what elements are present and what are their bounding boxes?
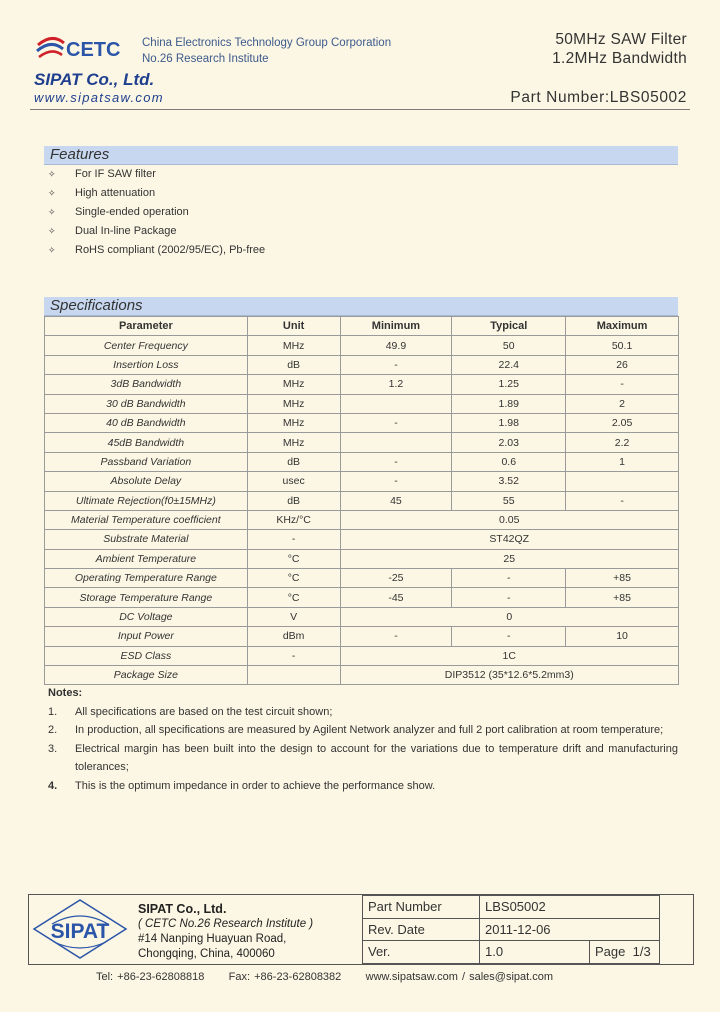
table-row	[45, 549, 679, 568]
value-cell: dB	[247, 355, 340, 374]
value-cell: 2	[566, 394, 679, 413]
table-row	[45, 510, 679, 529]
value-cell: 55	[452, 491, 566, 510]
parameter-cell: Passband Variation	[45, 452, 248, 471]
value-cell: -	[340, 472, 452, 491]
table-row	[45, 646, 679, 665]
column-header: Parameter	[45, 317, 248, 336]
page-cell	[590, 941, 660, 964]
feature-item: ✧ For IF SAW filter	[48, 165, 265, 184]
document-info-table	[362, 895, 660, 964]
value-cell: 2.05	[566, 413, 679, 432]
column-header: Minimum	[340, 317, 452, 336]
value-cell: -	[340, 452, 452, 471]
value-cell: +85	[566, 569, 679, 588]
column-header: Unit	[247, 317, 340, 336]
note-item: 4. This is the optimum impedance in order to achieve the performance show.	[48, 779, 436, 792]
parameter-cell: Center Frequency	[45, 336, 248, 355]
value-cell: -	[452, 627, 566, 646]
value-cell: 49.9	[340, 336, 452, 355]
note-item: 1. All specifications are based on the test circuit shown;	[48, 705, 333, 718]
sipat-logo-text: SIPAT	[50, 920, 110, 943]
table-row	[45, 433, 679, 452]
value-cell: 50	[452, 336, 566, 355]
specifications-table	[44, 316, 679, 685]
value-cell	[340, 394, 452, 413]
parameter-cell: DC Voltage	[45, 607, 248, 626]
value-cell: 25	[340, 549, 678, 568]
note-item: 3. Electrical margin has been built into the design to account for the variations due to temperature drift and manufacturing tolerances;	[48, 742, 678, 774]
value-cell: 22.4	[452, 355, 566, 374]
value-cell: 45	[340, 491, 452, 510]
value-cell: -	[247, 646, 340, 665]
feature-item: ✧ RoHS compliant (2002/95/EC), Pb-free	[48, 241, 265, 260]
value-cell: MHz	[247, 394, 340, 413]
diamond-bullet-icon: ✧	[48, 169, 56, 179]
value-cell: 0.6	[452, 452, 566, 471]
part-number-label: Part Number	[363, 896, 480, 919]
table-row	[45, 530, 679, 549]
value-cell: usec	[247, 472, 340, 491]
value-cell: 2.2	[566, 433, 679, 452]
footer-address-1: #14 Nanping Huayuan Road,	[138, 933, 287, 945]
product-line-1: 50MHz SAW Filter	[555, 31, 687, 48]
parameter-cell: Input Power	[45, 627, 248, 646]
parameter-cell: Absolute Delay	[45, 472, 248, 491]
value-cell: 1.2	[340, 375, 452, 394]
features-section-bar	[44, 146, 678, 165]
version-value: 1.0	[480, 941, 590, 964]
diamond-bullet-icon: ✧	[48, 207, 56, 217]
table-row	[45, 607, 679, 626]
table-header-row	[45, 317, 679, 336]
features-list	[48, 165, 265, 260]
cetc-logo	[34, 31, 134, 65]
part-number-value: LBS05002	[480, 896, 660, 919]
specifications-section-bar	[44, 297, 678, 316]
organization-name	[142, 35, 391, 67]
value-cell: MHz	[247, 433, 340, 452]
value-cell: °C	[247, 588, 340, 607]
value-cell: °C	[247, 549, 340, 568]
contact-line: Tel: +86-23-62808818 Fax: +86-23-62808382 www.sipatsaw.com / sales@sipat.com	[96, 971, 554, 983]
value-cell: dB	[247, 491, 340, 510]
value-cell: 1C	[340, 646, 678, 665]
diamond-bullet-icon: ✧	[48, 245, 56, 255]
value-cell: 1.25	[452, 375, 566, 394]
footer-address-2: Chongqing, China, 400060	[138, 948, 275, 960]
org-line-2: No.26 Research Institute	[142, 53, 269, 65]
feature-item: ✧ High attenuation	[48, 184, 265, 203]
value-cell: -	[566, 375, 679, 394]
value-cell: V	[247, 607, 340, 626]
value-cell: -	[340, 413, 452, 432]
table-row	[45, 452, 679, 471]
value-cell: MHz	[247, 413, 340, 432]
value-cell: dBm	[247, 627, 340, 646]
page-label: Page	[595, 944, 626, 960]
parameter-cell: Substrate Material	[45, 530, 248, 549]
value-cell: °C	[247, 569, 340, 588]
parameter-cell: Storage Temperature Range	[45, 588, 248, 607]
value-cell: -	[452, 569, 566, 588]
value-cell: MHz	[247, 375, 340, 394]
table-row	[45, 491, 679, 510]
version-label: Ver.	[363, 941, 480, 964]
version-row	[363, 941, 660, 964]
value-cell: 0	[340, 607, 678, 626]
diamond-bullet-icon: ✧	[48, 188, 56, 198]
parameter-cell: 30 dB Bandwidth	[45, 394, 248, 413]
value-cell: 3.52	[452, 472, 566, 491]
value-cell: 2.03	[452, 433, 566, 452]
parameter-cell: 45dB Bandwidth	[45, 433, 248, 452]
feature-item: ✧ Single-ended operation	[48, 203, 265, 222]
table-row	[45, 355, 679, 374]
org-line-1: China Electronics Technology Group Corporation	[142, 37, 392, 49]
footer-company-name: SIPAT Co., Ltd.	[138, 902, 227, 916]
value-cell	[247, 666, 340, 685]
value-cell	[340, 433, 452, 452]
value-cell: 1.89	[452, 394, 566, 413]
value-cell: MHz	[247, 336, 340, 355]
notes-section	[48, 684, 678, 796]
value-cell: ST42QZ	[340, 530, 678, 549]
value-cell: 0.05	[340, 510, 678, 529]
value-cell: +85	[566, 588, 679, 607]
value-cell: DIP3512 (35*12.6*5.2mm3)	[340, 666, 678, 685]
value-cell	[566, 472, 679, 491]
value-cell: -25	[340, 569, 452, 588]
part-number-heading: Part Number:LBS05002	[510, 89, 687, 106]
table-row	[45, 627, 679, 646]
notes-title: Notes:	[48, 687, 83, 699]
value-cell: -	[340, 627, 452, 646]
table-row	[45, 375, 679, 394]
value-cell: 50.1	[566, 336, 679, 355]
parameter-cell: Ultimate Rejection(f0±15MHz)	[45, 491, 248, 510]
product-line-2: 1.2MHz Bandwidth	[552, 50, 687, 67]
parameter-cell: Insertion Loss	[45, 355, 248, 374]
table-row	[45, 666, 679, 685]
table-row	[45, 336, 679, 355]
cetc-logo-text: CETC	[66, 39, 121, 61]
value-cell: 26	[566, 355, 679, 374]
parameter-cell: 40 dB Bandwidth	[45, 413, 248, 432]
value-cell: 1	[566, 452, 679, 471]
value-cell: KHz/°C	[247, 510, 340, 529]
table-row	[45, 394, 679, 413]
parameter-cell: Package Size	[45, 666, 248, 685]
specifications-title: Specifications	[50, 297, 143, 314]
rev-date-row	[363, 918, 660, 941]
parameter-cell: ESD Class	[45, 646, 248, 665]
features-title: Features	[50, 146, 110, 163]
table-row	[45, 569, 679, 588]
value-cell: -45	[340, 588, 452, 607]
parameter-cell: Operating Temperature Range	[45, 569, 248, 588]
value-cell: -	[247, 530, 340, 549]
value-cell: 10	[566, 627, 679, 646]
value-cell: -	[340, 355, 452, 374]
column-header: Maximum	[566, 317, 679, 336]
column-header: Typical	[452, 317, 566, 336]
parameter-cell: 3dB Bandwidth	[45, 375, 248, 394]
value-cell: -	[452, 588, 566, 607]
parameter-cell: Material Temperature coefficient	[45, 510, 248, 529]
rev-date-label: Rev. Date	[363, 918, 480, 941]
footer-institute: ( CETC No.26 Research Institute )	[138, 918, 314, 930]
value-cell: 1.98	[452, 413, 566, 432]
diamond-bullet-icon: ✧	[48, 226, 56, 236]
parameter-cell: Ambient Temperature	[45, 549, 248, 568]
value-cell: -	[566, 491, 679, 510]
rev-date-value: 2011-12-06	[480, 918, 660, 941]
part-number-row	[363, 896, 660, 919]
page-value: 1/3	[632, 944, 651, 960]
feature-item: ✧ Dual In-line Package	[48, 222, 265, 241]
product-title	[552, 30, 687, 68]
company-name: SIPAT Co., Ltd.	[34, 70, 155, 89]
footer-company-info	[138, 902, 313, 962]
value-cell: dB	[247, 452, 340, 471]
table-row	[45, 413, 679, 432]
sipat-logo	[32, 898, 128, 960]
specifications-body	[45, 336, 679, 685]
table-row	[45, 472, 679, 491]
table-row	[45, 588, 679, 607]
header-divider	[30, 109, 690, 110]
website-link[interactable]: www.sipatsaw.com	[34, 90, 164, 105]
note-item: 2. In production, all specifications are measured by Agilent Network analyzer and full 2 port calibration at room temperature;	[48, 724, 664, 737]
